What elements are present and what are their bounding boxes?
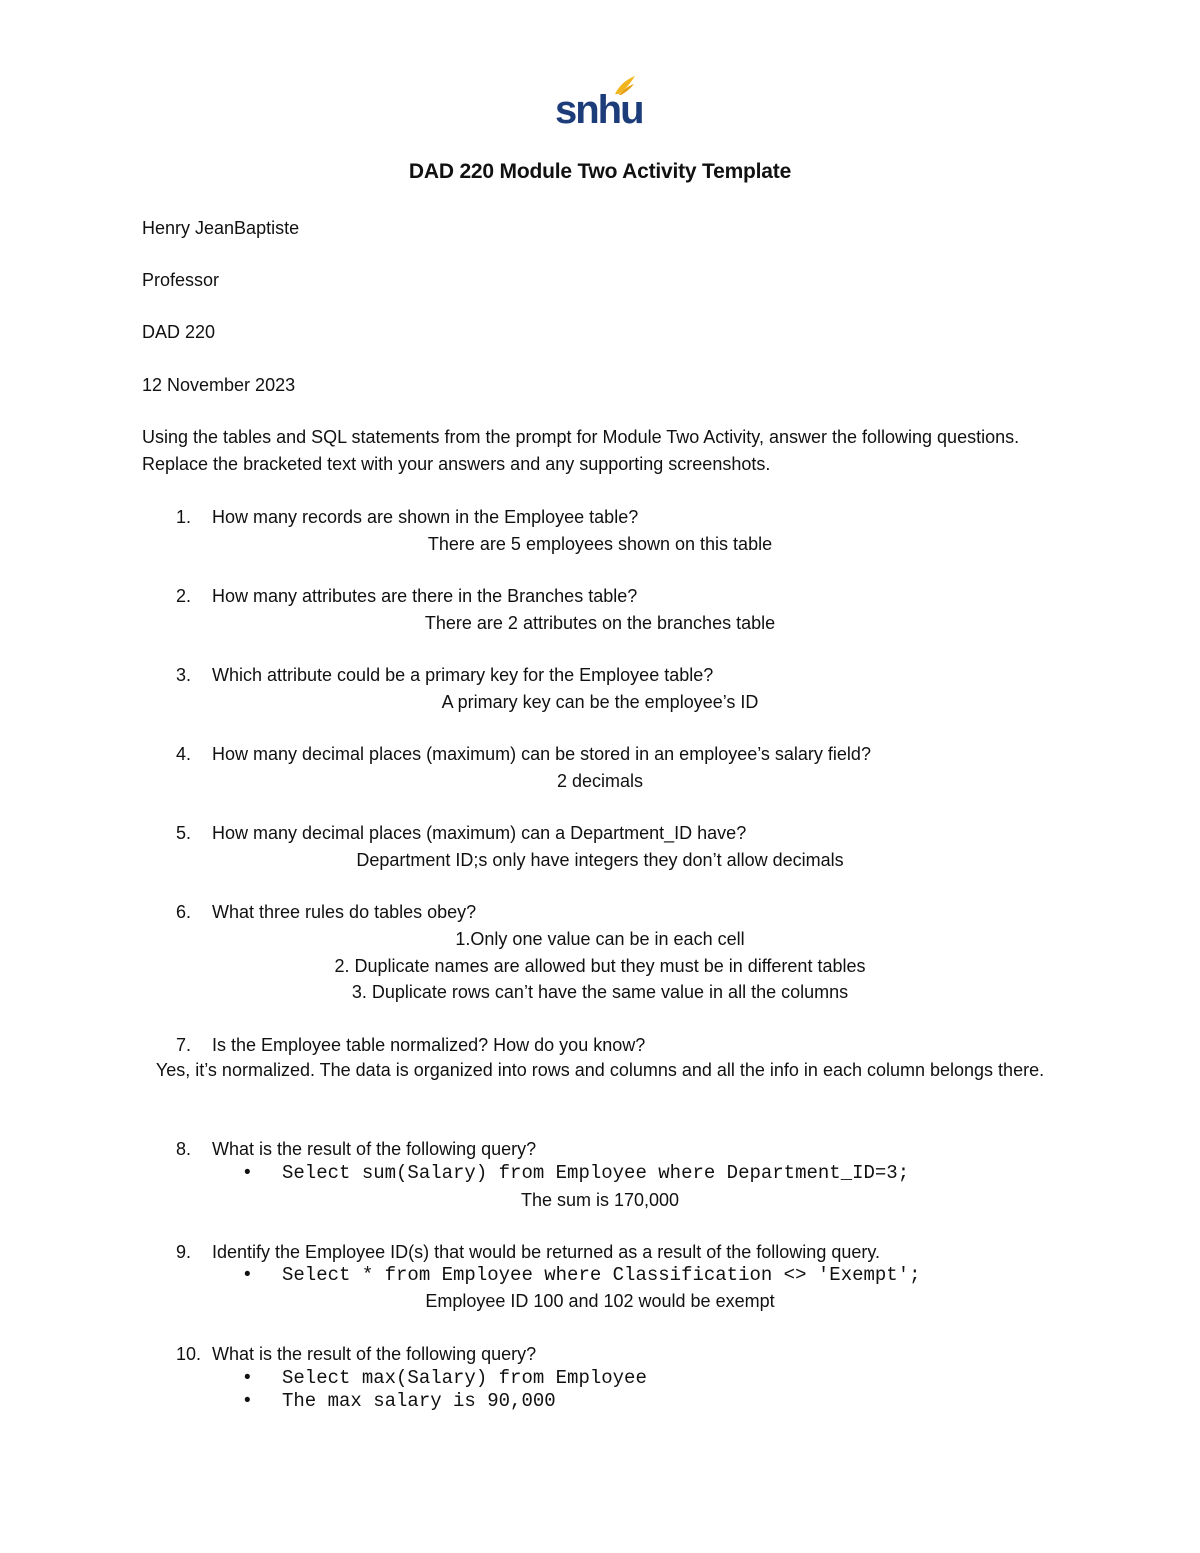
bullet: • [244, 1390, 251, 1411]
question-9 [176, 1239, 880, 1265]
question-text: What is the result of the following query? [212, 1344, 537, 1364]
question-4 [176, 741, 871, 767]
student-name: Henry JeanBaptiste [142, 218, 300, 238]
question-text: Identify the Employee ID(s) that would be returned as a result of the following query. [212, 1242, 881, 1262]
professor-line: Professor [142, 270, 220, 290]
document-title: DAD 220 Module Two Activity Template [408, 160, 792, 183]
date-line: 12 November 2023 [142, 375, 296, 395]
snhu-logo [555, 74, 643, 134]
question-text: Is the Employee table normalized? How do you know? [212, 1035, 646, 1055]
code-line-10b [244, 1389, 556, 1413]
bullet: • [244, 1367, 251, 1388]
answer-5: Department ID;s only have integers they don’t allow decimals [356, 850, 844, 870]
question-number: 4. [176, 744, 192, 764]
sql-query: Select sum(Salary) from Employee where Department_ID=3; [282, 1162, 910, 1184]
question-number: 2. [176, 586, 192, 606]
question-text: How many decimal places (maximum) can a Department_ID have? [212, 823, 747, 843]
answer-6-rule-2: 2. Duplicate names are allowed but they must be in different tables [334, 956, 866, 976]
question-number: 6. [176, 902, 192, 922]
answer-6-rule-1: 1.Only one value can be in each cell [455, 929, 745, 949]
question-number: 9. [176, 1242, 192, 1262]
code-line-9 [244, 1263, 921, 1287]
question-text: What is the result of the following query? [212, 1139, 537, 1159]
answer-8: The sum is 170,000 [520, 1190, 680, 1210]
answer-6-rule-3: 3. Duplicate rows can’t have the same value in all the columns [351, 982, 849, 1002]
question-8 [176, 1136, 536, 1162]
question-text: What three rules do tables obey? [212, 902, 477, 922]
question-number: 8. [176, 1139, 192, 1159]
question-2 [176, 583, 637, 609]
question-number: 5. [176, 823, 192, 843]
answer-9: Employee ID 100 and 102 would be exempt [425, 1291, 775, 1311]
question-7 [176, 1032, 645, 1058]
question-number: 10. [176, 1344, 202, 1364]
sql-query: Select * from Employee where Classification <> 'Exempt'; [282, 1264, 921, 1286]
bullet: • [244, 1264, 251, 1285]
answer-2: There are 2 attributes on the branches table [424, 613, 776, 633]
question-1 [176, 504, 638, 530]
answer-7: Yes, it’s normalized. The data is organized into rows and columns and all the info in each column belongs there. [155, 1060, 1045, 1080]
answer-3: A primary key can be the employee’s ID [441, 692, 759, 712]
code-line-8 [244, 1161, 909, 1185]
sql-query: Select max(Salary) from Employee [282, 1367, 647, 1389]
intro-paragraph: Using the tables and SQL statements from the prompt for Module Two Activity, answer the following questions. Replace the bracketed text with your answers and any supporting screenshots. [142, 427, 1020, 474]
answer-4: 2 decimals [556, 771, 644, 791]
question-10 [176, 1341, 536, 1367]
question-text: How many records are shown in the Employee table? [212, 507, 639, 527]
question-number: 7. [176, 1035, 192, 1055]
question-text: How many attributes are there in the Branches table? [212, 586, 638, 606]
question-6 [176, 899, 476, 925]
question-number: 3. [176, 665, 192, 685]
answer-1: There are 5 employees shown on this table [427, 534, 773, 554]
question-text: How many decimal places (maximum) can be stored in an employee’s salary field? [212, 744, 871, 764]
bullet: • [244, 1162, 251, 1183]
question-3 [176, 662, 713, 688]
answer-10: The max salary is 90,000 [282, 1390, 556, 1412]
code-line-10a [244, 1366, 647, 1390]
question-number: 1. [176, 507, 192, 527]
logo-wordmark: snhu [555, 88, 643, 132]
question-text: Which attribute could be a primary key for the Employee table? [212, 665, 714, 685]
course-line: DAD 220 [142, 322, 216, 342]
question-5 [176, 820, 746, 846]
